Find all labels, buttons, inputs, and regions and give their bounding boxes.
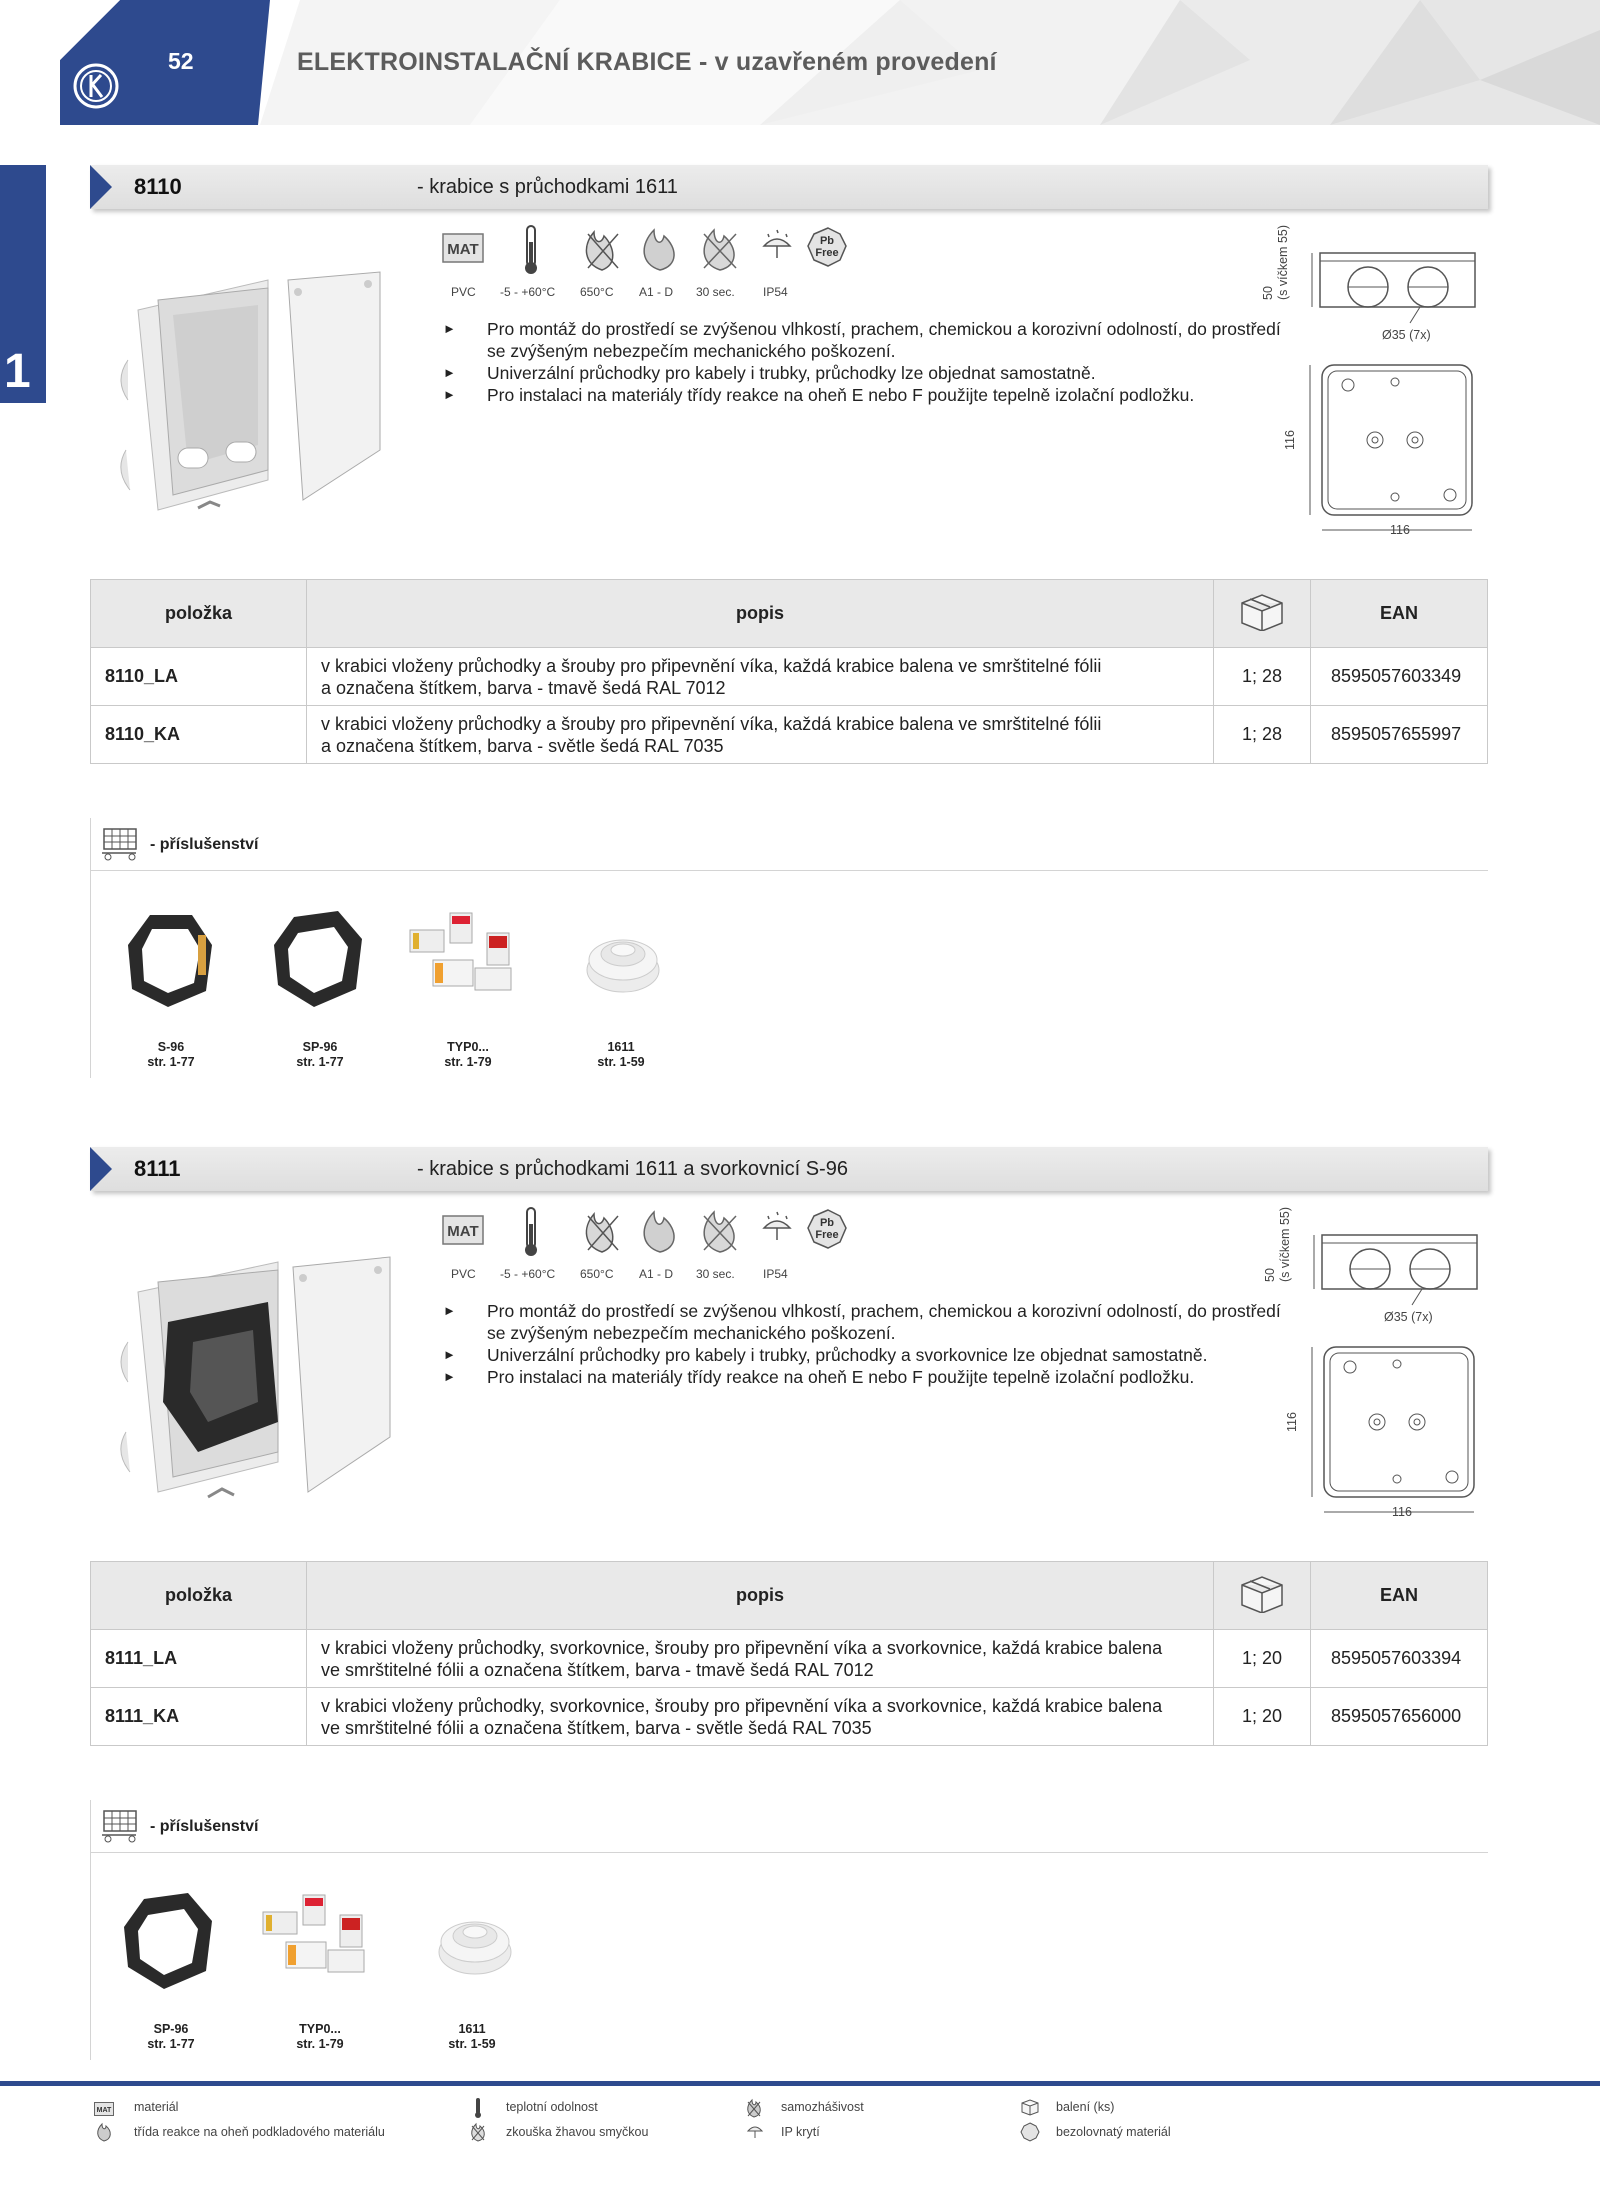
bullet-item: ► Pro instalaci na materiály třídy reakce na oheň E nebo F použijte tepelně izolační podložku. — [443, 385, 1195, 405]
ip-icon — [746, 2122, 764, 2140]
page-number: 52 — [168, 48, 194, 74]
footer-legend — [0, 2100, 1600, 2160]
glow-wire-icon — [470, 2122, 486, 2142]
label-material: PVC — [451, 285, 476, 299]
section-code: 8110 — [134, 174, 182, 199]
legend-temperature: teplotní odolnost — [506, 2100, 598, 2114]
page-title: ELEKTROINSTALAČNÍ KRABICE - v uzavřeném provedení — [297, 48, 997, 76]
box-icon — [1237, 591, 1287, 631]
label-temperature: -5 - +60°C — [500, 285, 556, 299]
accessory-image-sp96 — [268, 905, 368, 1015]
footer-rule — [0, 2081, 1600, 2086]
accessory-item[interactable]: 1611 str. 1-59 — [448, 2022, 496, 2051]
section-bar-8110 — [90, 165, 1488, 209]
ip-icon — [764, 1212, 790, 1240]
self-extinguishing-icon — [704, 1212, 736, 1252]
mat-icon — [443, 234, 483, 262]
fire-class-icon — [644, 1212, 674, 1252]
product-table-8111 — [90, 1561, 1488, 1746]
label-self-extinguishing: 30 sec. — [696, 285, 735, 299]
col-item-header: položka — [91, 580, 307, 648]
chapter-number: 1 — [4, 345, 31, 398]
accessory-image-typ0 — [258, 1890, 388, 1980]
bullet-arrow-icon: ► — [443, 1369, 456, 1384]
legend-self-extinguishing: samozhášivost — [781, 2100, 864, 2114]
mat-badge: MAT — [447, 241, 479, 258]
accessories-rule — [90, 1852, 1488, 1853]
label-self-extinguishing: 30 sec. — [696, 1267, 735, 1281]
bullet-arrow-icon: ► — [443, 321, 456, 336]
dim-side-label: 116 — [1283, 430, 1297, 450]
fire-class-icon — [96, 2122, 112, 2142]
legend-glow-wire: zkouška žhavou smyčkou — [506, 2125, 649, 2139]
mat-icon — [94, 2102, 114, 2116]
accessories-rule — [90, 870, 1488, 871]
accessory-item[interactable]: SP-96 str. 1-77 — [296, 1040, 344, 1069]
technical-drawing-8111 — [1302, 1227, 1492, 1527]
col-ean-header: EAN — [1311, 580, 1488, 648]
label-fire-class: A1 - D — [639, 1267, 674, 1281]
ip-icon — [764, 230, 790, 258]
thermometer-icon — [474, 2098, 482, 2118]
accessories-divider — [90, 818, 91, 1078]
dim-side-label: 116 — [1285, 1412, 1299, 1432]
accessory-image-1611 — [435, 1902, 515, 1982]
product-image-8110 — [118, 270, 388, 520]
legend-fire-class: třída reakce na oheň podkladového materiálu — [134, 2125, 385, 2139]
legend-material: materiál — [134, 2100, 179, 2114]
self-extinguishing-icon — [704, 230, 736, 270]
accessories-title: - příslušenství — [150, 1818, 259, 1835]
label-material: PVC — [451, 1267, 476, 1281]
pb-badge: Pb — [819, 235, 835, 247]
free-badge: Free — [815, 247, 839, 259]
legend-ip: IP krytí — [781, 2125, 820, 2139]
dim-hole-label: Ø35 (7x) — [1384, 1310, 1433, 1324]
logo-icon — [72, 62, 120, 110]
thermometer-icon — [525, 1208, 537, 1256]
pb-badge: Pb — [819, 1217, 835, 1229]
bullet-list — [443, 1300, 1283, 1388]
section-arrow-icon — [90, 165, 112, 209]
bullet-item: ► Pro montáž do prostředí se zvýšenou vlhkostí, prachem, chemickou a korozivní odolností, do prostředí se zvýšeným nebezpečím mechanického poškození. — [443, 1301, 1281, 1343]
label-ip: IP54 — [763, 1267, 788, 1281]
property-icons-row — [442, 224, 862, 278]
accessories-title: - příslušenství — [150, 836, 259, 853]
bullet-arrow-icon: ► — [443, 387, 456, 402]
dim-height-label: 50 (s víčkem 55) — [1263, 1206, 1292, 1282]
lead-free-icon — [808, 228, 846, 266]
cart-icon — [100, 1807, 140, 1843]
technical-drawing-8110 — [1300, 245, 1490, 545]
section-arrow-icon — [90, 1147, 112, 1191]
self-extinguishing-icon — [746, 2098, 762, 2118]
cart-icon — [100, 825, 140, 861]
dim-hole-label: Ø35 (7x) — [1382, 328, 1431, 342]
bullet-item: ► Univerzální průchodky pro kabely i trubky, průchodky a svorkovnice lze objednat samostatně. — [443, 1345, 1208, 1365]
accessories-divider — [90, 1800, 91, 2060]
label-glow-wire: 650°C — [580, 285, 614, 299]
bullet-item: ► Univerzální průchodky pro kabely i trubky, průchodky lze objednat samostatně. — [443, 363, 1096, 383]
glow-wire-icon — [586, 232, 618, 270]
accessory-item[interactable]: TYP0... str. 1-79 — [444, 1040, 492, 1069]
mat-badge: MAT — [447, 1223, 479, 1240]
bullet-arrow-icon: ► — [443, 365, 456, 380]
legend-packaging: balení (ks) — [1056, 2100, 1115, 2114]
col-packaging-header — [1214, 1562, 1311, 1630]
box-icon — [1020, 2098, 1040, 2116]
mat-icon — [443, 1216, 483, 1244]
col-packaging-header — [1214, 580, 1311, 648]
dim-width-label: 116 — [1390, 523, 1410, 537]
accessory-item[interactable]: SP-96 str. 1-77 — [147, 2022, 195, 2051]
label-fire-class: A1 - D — [639, 285, 674, 299]
bullet-item: ► Pro instalaci na materiály třídy reakce na oheň E nebo F použijte tepelně izolační podložku. — [443, 1367, 1195, 1387]
label-ip: IP54 — [763, 285, 788, 299]
product-table-8110 — [90, 579, 1488, 764]
accessory-item[interactable]: TYP0... str. 1-79 — [296, 2022, 344, 2051]
accessory-image-s96 — [120, 905, 220, 1015]
table-row: 8111_KA v krabici vloženy průchodky, svorkovnice, šrouby pro připevnění víka a svorkovnice, každá krabice balena ve smrštitelné fólii a označena štítkem, barva - světle šedá RAL 7035 1; 20 8595057656000 — [91, 1688, 1488, 1746]
bullet-item: ► Pro montáž do prostředí se zvýšenou vlhkostí, prachem, chemickou a korozivní odolností, do prostředí se zvýšeným nebezpečím mechanického poškození. — [443, 319, 1281, 361]
free-badge: Free — [815, 1229, 839, 1241]
col-desc-header: popis — [307, 580, 1214, 648]
label-temperature: -5 - +60°C — [500, 1267, 556, 1281]
accessory-image-1611 — [583, 920, 663, 1000]
box-icon — [1237, 1573, 1287, 1613]
accessory-item[interactable]: S-96 str. 1-77 — [147, 1040, 195, 1069]
lead-free-icon — [808, 1210, 846, 1248]
legend-lead-free: bezolovnatý materiál — [1056, 2125, 1171, 2139]
glow-wire-icon — [586, 1214, 618, 1252]
dim-height-label: 50 (s víčkem 55) — [1261, 224, 1290, 300]
fire-class-icon — [644, 230, 674, 270]
col-desc-header: popis — [307, 1562, 1214, 1630]
section-description: - krabice s průchodkami 1611 — [417, 176, 678, 198]
bullet-list — [443, 318, 1283, 406]
bullet-arrow-icon: ► — [443, 1303, 456, 1318]
product-image-8111 — [118, 1252, 398, 1512]
dim-width-label: 116 — [1392, 1505, 1412, 1519]
label-glow-wire: 650°C — [580, 1267, 614, 1281]
table-row: 8110_KA v krabici vloženy průchodky a šrouby pro připevnění víka, každá krabice balena ve smrštitelné fólii a označena štítkem, barva - světle šedá RAL 7035 1; 28 8595057655997 — [91, 706, 1488, 764]
col-ean-header: EAN — [1311, 1562, 1488, 1630]
accessory-image-sp96 — [118, 1887, 218, 1997]
accessory-image-typ0 — [405, 908, 535, 998]
section-code: 8111 — [134, 1156, 181, 1181]
table-row: 8110_LA v krabici vloženy průchodky a šrouby pro připevnění víka, každá krabice balena ve smrštitelné fólii a označena štítkem, barva - tmavě šedá RAL 7012 1; 28 8595057603349 — [91, 648, 1488, 706]
col-item-header: položka — [91, 1562, 307, 1630]
accessory-item[interactable]: 1611 str. 1-59 — [597, 1040, 645, 1069]
property-icons-row — [442, 1206, 862, 1260]
bullet-arrow-icon: ► — [443, 1347, 456, 1362]
svg-text:MAT: MAT — [96, 2107, 112, 2114]
section-description: - krabice s průchodkami 1611 a svorkovnicí S-96 — [417, 1158, 848, 1180]
lead-free-icon — [1020, 2122, 1040, 2142]
thermometer-icon — [525, 226, 537, 274]
table-row: 8111_LA v krabici vloženy průchodky, svorkovnice, šrouby pro připevnění víka a svorkovnice, každá krabice balena ve smrštitelné fólii a označena štítkem, barva - tmavě šedá RAL 7012 1; 20 8595057603394 — [91, 1630, 1488, 1688]
